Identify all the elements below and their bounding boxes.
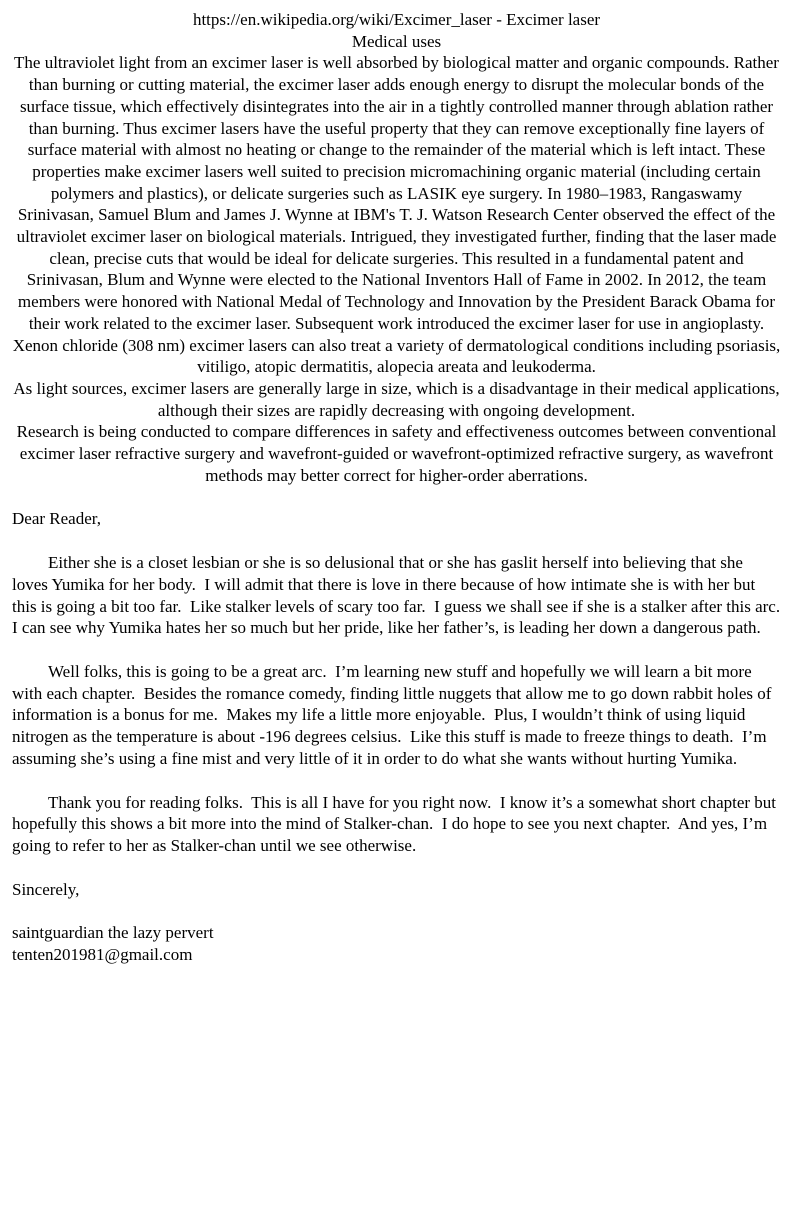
letter-paragraph: Either she is a closet lesbian or she is so delusional that or she has gaslit herself into believing that she loves Yumika for her body. I will admit that there is love in there because of how intimate she is with her but this is going a bit too far. Like stalker levels of scary too far. I guess we shall see if she is a stalker after this arc. I can see why Yumika hates her so much but her pride, like her father’s, is leading her down a dangerous path. [12,553,789,638]
letter-section [12,508,789,965]
wiki-paragraph-research: Research is being conducted to compare differences in safety and effectiveness outcomes between conventional excimer laser refractive surgery and wavefront-guided or wavefront-optimized refractive surgery, as wavefront methods may better correct for higher-order aberrations. [16,422,777,485]
signature-email: tenten201981@gmail.com [12,945,193,965]
source-url-line: https://en.wikipedia.org/wiki/Excimer_laser - Excimer laser [192,10,601,29]
letter-salutation: Dear Reader, [12,509,101,529]
wiki-paragraph-light-sources: As light sources, excimer lasers are generally large in size, which is a disadvantage in their medical applications, although their sizes are rapidly decreasing with ongoing development. [13,378,780,420]
letter-paragraph: Thank you for reading folks. This is all I have for you right now. I know it’s a somewhat short chapter but hopefully this shows a bit more into the mind of Stalker-chan. I do hope to see you next chapter. And yes, I’m going to refer to her as Stalker-chan until we see otherwise. [12,792,781,855]
signature-name: saintguardian the lazy pervert [12,923,214,943]
wiki-excerpt-section [12,9,781,486]
letter-paragraph: Well folks, this is going to be a great arc. I’m learning new stuff and hopefully we will learn a bit more with each chapter. Besides the romance comedy, finding little nuggets that allow me to go down rabbit holes of information is a bonus for me. Makes my life a little more enjoyable. Plus, I wouldn’t think of using liquid nitrogen as the temperature is about -196 degrees celsius. Like this stuff is made to freeze things to death. I’m assuming she’s using a fine mist and very little of it in order to do what she wants without hurting Yumika. [12,661,776,768]
wiki-paragraph-medical-uses: The ultraviolet light from an excimer laser is well absorbed by biological matter and organic compounds. Rather than burning or cutting material, the excimer laser adds enough energy to disrupt the molecular bonds of the surface tissue, which effectively disintegrates into the air in a tightly controlled manner through ablation rather than burning. Thus excimer lasers have the useful property that they can remove exceptionally fine layers of surface material with almost no heating or change to the remainder of the material which is left intact. These properties make excimer lasers well suited to precision micromachining organic material (including certain polymers and plastics), or delicate surgeries such as LASIK eye surgery. In 1980–1983, Rangaswamy Srinivasan, Samuel Blum and James J. Wynne at IBM's T. J. Watson Research Center observed the effect of the ultraviolet excimer laser on biological materials. Intrigued, they investigated further, finding that the laser made clean, precise cuts that would be ideal for delicate surgeries. This resulted in a fundamental patent and Srinivasan, Blum and Wynne were elected to the National Inventors Hall of Fame in 2002. In 2012, the team members were honored with National Medal of Technology and Innovation by the President Barack Obama for their work related to the excimer laser. Subsequent work introduced the excimer laser for use in angioplasty. Xenon chloride (308 nm) excimer lasers can also treat a variety of dermatological conditions including psoriasis, vitiligo, atopic dermatitis, alopecia areata and leukoderma. [12,53,781,377]
letter-closing: Sincerely, [12,879,80,899]
section-heading: Medical uses [351,31,442,51]
